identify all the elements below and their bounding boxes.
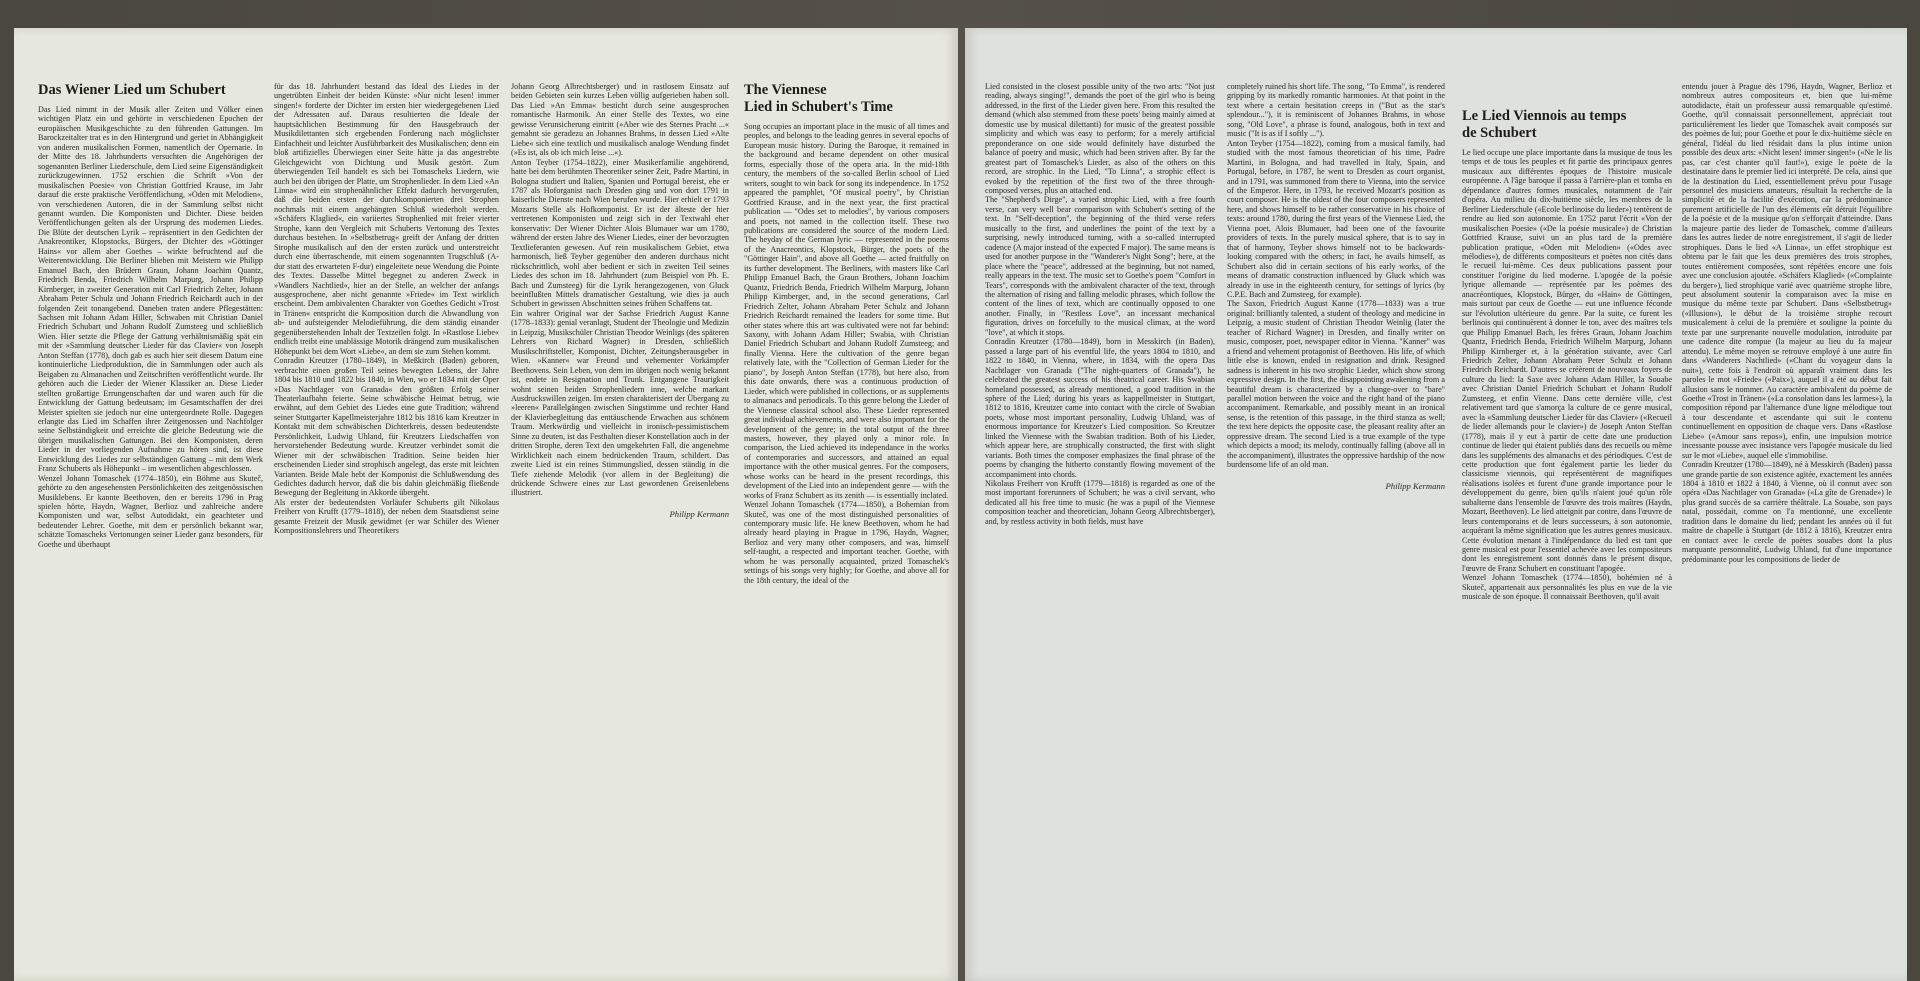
- french-text-2: entendu jouer à Prague dès 1796, Haydn, Wagner, Berlioz et nombreux autres compositeurs et, bien que lui-même autodidacte, était un professeur aussi remarquable qu'estimé. Goethe, qu'il connaissait personnellement, appréciait tout particulièrement les lieder que Tomaschek avait composés sur des poèmes de lui; pour Goethe et pour le dix-huitième siècle en général, l'idéal du lied résidait dans la plus intime union possible des deux arts: «Nicht lesen! immer singen!» («Ne le lis pas, car c'est chanter qu'il faut!»), exige le poète de la destinataire dans le premier lied ici interprété. De cela, ainsi que de la destination du Lied, essentiellement prévu pour l'usage personnel des musiciens amateurs, résultait la recherche de la simplicité et de la facilité d'exécution, car la prédominance purement artificielle de l'un des éléments eût détruit l'équilibre de la poésie et de la musique qu'on s'efforçait d'atteindre. Dans la majeure partie des lieder de Tomaschek, comme d'ailleurs dans les autres lieder de notre enregistrement, il s'agit de lieder strophiques. Dans le lied «A Linna», un effet strophique est obtenu par le fait que les deux premières des trois strophes, toutes entièrement composées, sont répétées encore une fois avec une conclusion ajoutée. «Schäfers Klaglied» («Complainte du berger»), lied strophique varié avec quatrième strophe libre, peut absolument soutenir la comparaison avec la mise en musique du même texte par Schubert. Dans «Selbstbetrug» («Illusion»), le début de la troisième strophe recourt musicalement à celui de la première et souligne la pointe du texte par une surprenante nouvelle modulation, introduite par une cadence dite rompue (la majeur au lieu du fa majeur attendu). Le même moyen se retrouve employé à une autre fin dans «Wanderers Nachtlied» («Chant du voyageur dans la nuit»), cette fois à l'endroit où apparaît vraiment dans les paroles le mot «Friede» («Paix»), auquel il a été au début fait allusion sans le nommer. Au caractère ambivalent du poème de Goethe «Trost in Tränen» («La consolation dans les larmes»), la composition répond par l'alternance d'une ligne mélodique tout à tour descendante et ascendante qui suit le contenu continuellement en opposition de chaque vers. Dans «Rastlose Liebe» («Amour sans repos»), enfin, une impulsion motrice incessante pousse avec insistance vers l'apogée musicale du lied sur le mot «Liebe», auquel elle s'immobilise. Conradin Kreutzer (1780—1849), né à Messkirch (Baden) passa une grande partie de son existence agitée, exactement les années 1804 à 1810 et 1822 à 1840, à Vienne, où il connut avec son opéra «Das Nachtlager von Granada» («La gîte de Grenade») le plus grand succès de sa carrière théâtrale. La Souabe, son pays natal, possédait, comme on l'a mentionné, une excellente tradition dans le domaine du lied; pendant les années où il fut maître de chapelle à Stuttgart (de 1812 à 1816), Kreutzer entra en contact avec le cercle de poètes souabes dont la plus marquante personnalité, Ludwig Uhland, fut d'une importance prédominante pour les compositions de lieder de: [1682, 82, 1892, 564]
- english-column-2: [985, 82, 1215, 962]
- german-text-2: für das 18. Jahrhundert bestand das Ideal des Liedes in der ungetrübten Einheit der beiden Künste: »Nur nicht lesen! immer singen!« forderte der Dichter im ersten hier wiedergegebenen Lied der Adressaten auf. Daraus resultierten die Ideale der hauptsächlichen Bestimmung für den Hausgebrauch der Musikdilettanten sich ergebenden Forderung nach möglichster Einfachheit und leichter Ausführbarkeit des Musikalischen; denn ein bloß artifizielles Überwiegen einer Seite hätte ja das angestrebte Gleichgewicht von Dichtung und Musik gestört. Zum überwiegenden Teil handelt es sich bei Tomascheks Liedern, wie auch bei den übrigen der Platte, um Strophenlieder. In dem Lied »An Linna« wird ein strophenähnlicher Effekt dadurch hervorgerufen, daß die beiden ersten der durchkomponierten drei Strophen nochmals mit einem angehängten Schluß wiederholt werden. »Schäfers Klaglied«, ein variiertes Strophenlied mit freier vierter Strophe, kann den Vergleich mit Schuberts Vertonung des Textes durchaus bestehen. In »Selbstbetrug« greift der Anfang der dritten Strophe musikalisch auf den der ersten zurück und unterstreicht durch eine überraschende, mit einem sogenannten Trugschluß (A-dur statt des erwarteten F-dur) eingeleitete neue Wendung die Pointe des Textes. Dasselbe Mittel begegnet zu anderen Zweck in »Wandlers Nachtlied«, hier an der Stelle, an welcher der anfangs ausgesprochene, aber nicht genannte »Friede« im Text wirklich erscheint. Dem ambivalenten Charakter von Goethes Gedicht »Trost in Tränen« entspricht die Komposition durch die Abwandlung von ab- und aufsteigender Melodieführung, die dem ständig einander gegenüberstehenden Inhalt der Textzeilen folgt. In »Rastlose Liebe« endlich treibt eine unablässige Motorik drängend zum musikalischen Höhepunkt bei dem Wort »Liebe«, an dem sie zum Stehen kommt. Conradin Kreutzer (1780–1849), in Meßkirch (Baden) geboren, verbrachte einen großen Teil seines bewegten Lebens, der Jahre 1804 bis 1810 und 1822 bis 1840, in Wien, wo er 1834 mit der Oper »Das Nachtlager von Granada« den größten Erfolg seiner Theaterlaufbahn feierte. Seine schwäbische Heimat betrug, wie erwähnt, auf dem Gebiet des Liedes eine gute Tradition; während seiner Stuttgarter Kapellmeisterjahre 1812 bis 1816 kam Kreutzer in Kontakt mit dem schwäbischen Dichterkreis, dessen bedeutendste Persönlichkeit, Ludwig Uhland, für Kreutzers Liedschaffen von hervorstehender Bedeutung wurde. Kreutzer verbindet somit die Wiener mit der schwäbischen Tradition. Seine beiden hier erscheinenden Lieder sind strophisch angelegt, das erste mit leichten Varianten. Beide Male hebt der Komponist die Schlußwendung des Gedichtes dadurch hervor, daß die bis dahin gleichmäßig fließende Bewegung der Begleitung in Akkorde übergeht. Als erster der bedeutendsten Vorläufer Schuberts gilt Nikolaus Freiherr von Krufft (1779–1818), der neben dem Staatsdienst seine gesamte Freizeit der Musik gewidmet (er war Schüler des Wiener Kompositionslehrers und Theoretikers: [274, 82, 499, 536]
- german-text-1: Das Lied nimmt in der Musik aller Zeiten und Völker einen wichtigen Platz ein und gehörte in verschiedenen Epochen der europäischen Musikgeschichte zu den führenden Gattungen. Im Barockzeitalter trat es in den Hintergrund und geriet in Abhängigkeit von anderen musikalischen Formen, namentlich der Opernarie. In der Mitte des 18. Jahrhunderts versuchten die Angehörigen der sogenannten Berliner Liederschule, dem Lied seine Eigenständigkeit zurückzugewinnen. 1752 erschien die Schrift »Von der musikalischen Poesie« von Christian Gottfried Krause, im Jahr darauf die erste praktische Veröffentlichung, »Oden mit Melodien«, von verschiedenen Autoren, die in der Sammlung selbst nicht genannt wurden. Die Komponisten und Dichter. Diese beiden Veröffentlichungen gelten als der Ursprung des modernen Liedes. Die Blüte der deutschen Lyrik – repräsentiert in den Gedichten der Anakreontiker, Klopstocks, Bürgers, der Dichter des »Göttinger Hains« vor allem aber Goethes – wirkte befruchtend auf die Weiterentwicklung. Die Berliner blieben mit Meistern wie Philipp Emanuel Bach, den Brüdern Graun, Johann Joachim Quantz, Friedrich Benda, Friedrich Wilhelm Marpurg, Johann Philipp Kirnberger, in zweiter Generation mit Carl Friedrich Zelter, Johann Abraham Peter Schulz und Johann Friedrich Reichardt auch in der folgenden Zeit tonangebend. Daneben traten andere Pflegestätten: Sachsen mit Johann Adam Hiller, Schwaben mit Christian Daniel Friedrich Schubart und Johann Rudolf Zumsteeg und schließlich Wien. Hier setzte die Pflege der Gattung verhältnismäßig spät ein mit der »Sammlung deutscher Lieder für das Clavier« von Joseph Anton Steffan (1778), doch gab es auch hier seit diesem Datum eine kontinuierliche Liedproduktion, die in Sammlungen oder auch als Beigaben zu Almanachen und Zeitschriften veröffentlicht wurde. Ihr gehören auch die Lieder der Wiener Klassiker an. Diese Lieder stellten großartige Errungenschaften dar und waren auch für die Entwicklung der Gattung bedeutsam; im Gesamtschaffen der drei Meister spielten sie jedoch nur eine untergeordnete Rolle. Dagegen erlangte das Lied im Schaffen ihrer Zeitgenossen und Nachfolger seine Selbständigkeit und erreichte die gleiche Bedeutung wie die übrigen musikalischen Gattungen. Bei den Komponisten, deren Lieder in der vorliegenden Aufnahme zu hören sind, ist diese Entwicklung des Liedes zur selbständigen Gattung – mit dem Werk Franz Schuberts als Höhepunkt – im wesentlichen abgeschlossen. Wenzel Johann Tomaschek (1774–1850), ein Böhme aus Skuteč, gehörte zu den angesehensten Persönlichkeiten des zeitgenössischen Musiklebens. Er kannte Beethoven, den er bereits 1796 in Prag spielen hörte, Haydn, Wagner, Berlioz und zahlreiche andere Komponisten und war, selbst Autodidakt, ein geachteter und bedeutender Lehrer. Goethe, mit dem er persönlich bekannt war, schätzte Tomascheks Vertonungen seiner Lieder ganz besonders, für Goethe und überhaupt: [38, 105, 263, 549]
- english-text-3: completely ruined his short life. The song, "To Emma", is rendered gripping by its markedly romantic harmonies. At that point in the text where a certain hesitation creeps in ("But as the star's splendour..."), it is reminiscent of Johannes Brahms, in whose song, "Old Love", a phrase is found, analogous, both in text and music ("It is as if I softly ..."). Anton Teyber (1754—1822), coming from a musical family, had studied with the most famous theoretician of his time, Padre Martini, in Bologna, and had travelled in Italy, Spain, and Portugal, before, in 1787, he went to Dresden as court organist, and in 1791, was summoned from there to Vienna, into the service of the Emperor. Here, in 1793, he received Mozart's position as court composer. He is the oldest of the four composers represented here, and shows himself to be rather conservative in his choice of texts: around 1780, during the first years of the Viennese Lied, the Vienna poet, Alois Blumauer, had been one of the favourite providers of texts. In the purely musical sphere, that is to say in that of harmony, Teyber shows himself not to be backwards-looking compared with the others; in fact, he avails himself, as Schubert also did in certain sections of his early works, of the means of dramatic construction influenced by Gluck which was already in use in the eighteenth century, for settings of lyrics (by C.P.E. Bach and Zumsteeg, for example). The Saxon, Friedrich August Kanne (1778—1833) was a true original: brilliantly talented, a student of theology and medicine in Leipzig, a music student of Christian Theodor Weinlig (later the teacher of Richard Wagner) in Dresden, and finally writer on music, composer, poet, newspaper editor in Vienna. "Kanner" was a friend and vehement protagonist of Beethoven. His life, of which little else is known, ended in resignation and drink. Resigned sadness is inherent in his two strophic Lieder, which show strong expressive design. In the first, the disappointing awakening from a beautiful dream is characterized by a change-over to "bare" parallel motion between the voice and the right hand of the piano accompaniment. Remarkable, and possibly meant in an ironical sense, is the retention of this passage, in the third stanza as well; the text here depicts the opposite case, the pleasant reality after an oppressive dream. The second Lied is a true example of the type which depicts a mood; its melody, continually falling (above all in the accompaniment), illustrates the oppressive hardship of the now burdensome life of an old man.: [1227, 82, 1445, 470]
- french-column-2: [1682, 82, 1892, 972]
- french-text-1: Le lied occupe une place importante dans la musique de tous les temps et de tous les peuples et fit partie des principaux genres musicaux aux différentes époques de l'histoire musicale européenne. A l'âge baroque il passa à l'arrière-plan et tomba en dépendance d'autres formes musicales, notamment de l'air d'opéra. Au milieu du dix-huitième siècle, les membres de la Berliner Liederschule («Ecole berlinoise du lieder») tentèrent de rendre au lied son autonomie. En 1752 parut l'écrit «Von der musikalischen Poesie» («De la poésie musicale») de Christian Gottfried Krause, suivi un an plus tard de la première publication pratique, «Oden mit Melodien» («Odes avec mélodies»), de différents compositeurs et poètes non cités dans le recueil lui-même. Ces deux publications passent pour constituer l'origine du lied moderne. L'apogée de la poésie lyrique allemande — représentée par les poèmes des anacréontiques, Klopstock, Bürger, du «Hain» de Göttingen, mais surtout par ceux de Goethe — eut une influence féconde sur l'évolution ultérieure du genre. Par la suite, ce furent les berlinois qui continuèrent à donner le ton, avec des maîtres tels que Philipp Emanuel Bach, les frères Graun, Johann Joachim Quantz, Friedrich Benda, Friedrich Wilhelm Marpurg, Johann Philipp Kirnberger et, à la génération suivante, avec Carl Friedrich Zelter, Johann Abraham Peter Schulz et Johann Friedrich Reichardt. D'autres se créèrent de nouveaux foyers de culture du lied: la Saxe avec Johann Adam Hiller, la Souabe avec Christian Daniel Friedrich Schubart et Johann Rudolf Zumsteeg, et enfin Vienne. Dans cette dernière ville, c'est relativement tard que s'amorça la culture de ce genre musical, avec la «Sammlung deutscher Lieder für das Clavier» («Recueil de lieder allemands pour le clavier») de Joseph Anton Steffan (1778), mais il y eut à partir de cette date une production continue de lieder qui étaient publiés dans des recueils ou même dans les suppléments des almanachs et des périodiques. C'est de cette production que font également partie les lieder du classicisme viennois, qui représentèrent de magnifiques réalisations isolées et furent d'une grande importance pour le développement du genre, bien qu'ils n'aient joué qu'un rôle subalterne dans l'ensemble de l'œuvre des trois maîtres (Haydn, Mozart, Beethoven). Le lied atteignit par contre, dans l'œuvre de leurs contemporains et de leurs successeurs, à son autonomie, acquérant la même signification que les autres genres musicaux. Cette évolution menant à l'indépendance du lied est tant que genre musical est pour l'essentiel achevée avec les compositeurs dont les enregistrement sont donnés dans le présent disque, l'œuvre de Franz Schubert en constituant l'apogée. Wenzel Johann Tomaschek (1774—1850), bohémien né à Skuteč, appartenait aux personnalités les plus en vue de la vie musicale de son époque. Il connaissait Beethoven, qu'il avait: [1462, 148, 1672, 602]
- german-title: Das Wiener Lied um Schubert: [38, 82, 226, 98]
- english-text-2: Lied consisted in the closest possible unity of the two arts: "Not just reading, always singing!", demands the poet of the girl who is being addressed, in the first of the Lieder given here. From this resulted the demand (which also stemmed from these poets' being mainly aimed at domestic use by musical dilettanti) for music of the greatest possible simplicity and which was easy to perform; for a merely artificial preponderance on one side would definitely have disturbed the balance of poetry and music, which had been striven after. By far the greatest part of Tomaschek's Lieder, as also of the others on this record, are strophic. In the Lied, "To Linna", a strophic effect is evoked by the repetition of the first two of the three through-composed verses, plus an attached end. The "Shepherd's Dirge", a varied strophic Lied, with a free fourth verse, can very well bear comparison with Schubert's setting of the text. In "Self-deception", the beginning of the third verse refers musically to the first, and underlines the point of the text by a surprising, newly introduced turning, with a so-called interrupted cadence (A major instead of the expected F major). The same means is used for another purpose in the "Wanderer's Night Song"; here, at the place where the "peace", addressed at the beginning, but not named, really appears in the text. The music set to Goethe's poem "Comfort in Tears", corresponds with the ambivalent character of the text, through the alternation of rising and falling melodic phrases, which follow the content of the lines of text, which are continually opposed to one another. Finally, in "Restless Love", an incessant mechanical figuration, drives on forcefully to the musical climax, at the word "love", at which it stops. Conradin Kreutzer (1780—1849), born in Messkirch (in Baden), passed a large part of his eventful life, the years 1804 to 1810, and 1822 to 1840, in Vienna, where, in 1834, with the opera Das Nachtlager von Granada ("The night-quarters of Granada"), he celebrated the greatest success of his theatrical career. His Swabian homeland possessed, as already mentioned, a good tradition in the sphere of the Lied; during his years as kappellmeister in Stuttgart, 1812 to 1816, Kreutzer came into contact with the circle of Swabian poets, whose most important personality, Ludwig Uhland, was of enormous importance for Kreutzer's Lied composition. So Kreutzer linked the Viennese with the Swabian tradition. Both of his Lieder, which appear here, are strophically constructed, the first with slight variants. Both times the composer emphasizes the final phrase of the poems by changing the hitherto constantly flowing movement of the accompaniment into chords. Nikolaus Freiherr von Krufft (1779—1818) is regarded as one of the most important forerunners of Schubert; he was a civil servant, who dedicated all his free time to music (he was a pupil of the Viennese composition teacher and theoretician, Johann Georg Albrechtsberger), and, by restless activity in both fields, must have: [985, 82, 1215, 526]
- english-text-1: Song occupies an important place in the music of all times and peoples, and belongs to the leading genres in several epochs of European music history. During the Baroque, it remained in the background and became dependent on other musical forms, especially those of the opera aria. In the mid-18th century, the members of the so-called Berlin school of Lied writers, sought to win back for song its independence. In 1752 appeared the pamphlet, "Of musical poetry", by Christian Gottfried Krause, and in the next year, the first practical publication — "Odes set to melodies", by various composers and poets, not named in the collection itself. These two publications are considered the source of the modern Lied. The heyday of the German lyric — represented in the poems of the Anacreontics, Klopstock, Bürger, the poets of the "Göttinger Hain", and above all Goethe — acted fruitfully on its further development. The Berliners, with masters like Carl Philipp Emanuel Bach, the Graun Brothers, Johann Joachim Quantz, Friedrich Benda, Friedrich Wilhelm Marpurg, Johann Philipp Kirnberger, and, in the second generations, Carl Friedrich Zelter, Johann Abraham Peter Schulz and Johann Friedrich Reichardt remained the leaders for some time. But other states where this art was cultivated were not far behind: Saxony, with Johann Adam Hiller; Swabia, with Christian Daniel Friedrich Schubart and Johann Rudolf Zumsteeg; and finally Vienna. Here the cultivation of the genre began relatively late, with the "Collection of German Lieder for the piano", by Joseph Anton Steffan (1778), but here also, from this date onwards, there was a continuous production of Lieder, which were published in collections, or as supplements to almanacs and periodicals. To this genre belong the Lieder of the Viennese classical school also. These Lieder represented great individual achievements, and were also important for the development of the genre; in the total output of the three masters, however, they played only a minor role. In comparison, the Lied achieved its independance in the works of contemporaries and successors, and attained an equal importance with the other musical genres. For the composers, whose works can be heard in the present recordings, this development of the Lied into an independent genre — with the works of Franz Schubert as its zenith — is essentially inclated. Wenzel Johann Tomaschek (1774—1850), a Bohemian from Skuteč, was one of the most distinguished personalities of contemporary music life. He knew Beethoven, whom he had already heard playing in Prague in 1796, Haydn, Wagner, Berlioz and very many other composers, and was, himself self-taught, a respected and important teacher. Goethe, with whom he was personally acquainted, prized Tomaschek's settings of his songs very highly; for Goethe, and above all for the 18th century, the ideal of the: [744, 122, 949, 585]
- left-page: [14, 28, 958, 981]
- german-signature: Philipp Kermann: [669, 508, 729, 519]
- german-column-1: [38, 82, 263, 972]
- right-page: [965, 28, 1907, 981]
- french-title: Le Lied Viennois au temps de Schubert: [1462, 108, 1627, 141]
- french-column-1: [1462, 108, 1672, 981]
- english-column-1: [744, 82, 949, 962]
- german-column-3: [511, 82, 729, 952]
- german-column-2: [274, 82, 499, 962]
- english-column-3: [1227, 82, 1445, 952]
- english-signature: Philipp Kermann: [1385, 480, 1445, 491]
- german-text-3: Johann Georg Albrechtsberger) und in rastlosem Einsatz auf beiden Gebieten sein kurzes Leben völlig aufgerieben haben soll. Das Lied »An Emma« besticht durch seine ausgesprochen romantische Harmonik. An einer Stelle des Textes, wo eine gewisse Verunsicherung eintritt (»Aber wie des Sternes Pracht ...« gemahnt sie geradezu an Johannes Brahms, in dessen Lied »Alte Liebe« sich eine textlich und musikalisch analoge Wendung findet (»Es ist, als ob ich mich leise ...«). Anton Teyber (1754–1822), einer Musikerfamilie angehörend, hatte bei dem berühmten Theoretiker seiner Zeit, Padre Martini, in Bologna studiert und Italien, Spanien und Portugal bereist, ehe er 1787 als Hoforganist nach Dresden ging und von dort 1791 in kaiserliche Dienste nach Wien berufen wurde. Hier erhielt er 1793 Mozarts Stelle als Hofkomponist. Er ist der älteste der hier vertretenen Komponisten und zeigt sich in der Textwahl eher konservativ: Der Wiener Dichter Alois Blumauer war um 1780, während der ersten Jahre des Wiener Liedes, einer der bevorzugten Textlieferanten gewesen. Auf rein musikalischem Gebiet, etwa harmonisch, ließ Teyber gegenüber den anderen durchaus nicht rückschrittlich, wohl aber bedient er sich in zweiten Teil seines Liedes des schon im 18. Jahrhundert (zum Beispiel von Ph. E. Bach und Zumsteeg) für die Lyrik herangezogenen, von Gluck beeinflußten Mittels dramatischer Gestaltung, wie dies ja auch Schubert in gewissen Abschnitten seines frühen Schaffens tat. Ein wahrer Original war der Sachse Friedrich August Kanne (1778–1833): genial veranlagt, Student der Theologie und Medizin in Leipzig, Musikschüler Christian Theodor Weinligs (des späteren Lehrers von Richard Wagner) in Dresden, schließlich Musikschriftsteller, Komponist, Dichter, Zeitungsherausgeber in Wien. »Kanner« war Freund und vehementer Vorkämpfer Beethovens. Sein Leben, von dem im übrigen noch wenig bekannt ist, endete in Resignation und Trunk. Entgangene Traurigkeit wohnt seinen beiden Strophenliedern inne, welche markant Ausdruckswillen zeigen. Im ersten charakterisiert der Übergang zu »leeren« Parallelgängen zwischen Singstimme und rechter Hand der Klavierbegleitung das enttäuschende Erwachen aus schönem Traum. Merkwürdig und vielleicht in ironisch-pessimistischem Sinne zu deuten, ist das Festhalten dieser Konstellation auch in der dritten Strophe, deren Text den umgekehrten Fall, die angenehme Wirklichkeit nach einem bedrückenden Traum, schildert. Das zweite Lied ist ein reines Stimmungslied, dessen ständig in die Tiefe ziehende Melodik (vor allem in der Begleitung) die drückende Schwere eines zur Last gewordenen Greisenlebens illustriert.: [511, 82, 729, 498]
- english-title: The Viennese Lied in Schubert's Time: [744, 82, 893, 115]
